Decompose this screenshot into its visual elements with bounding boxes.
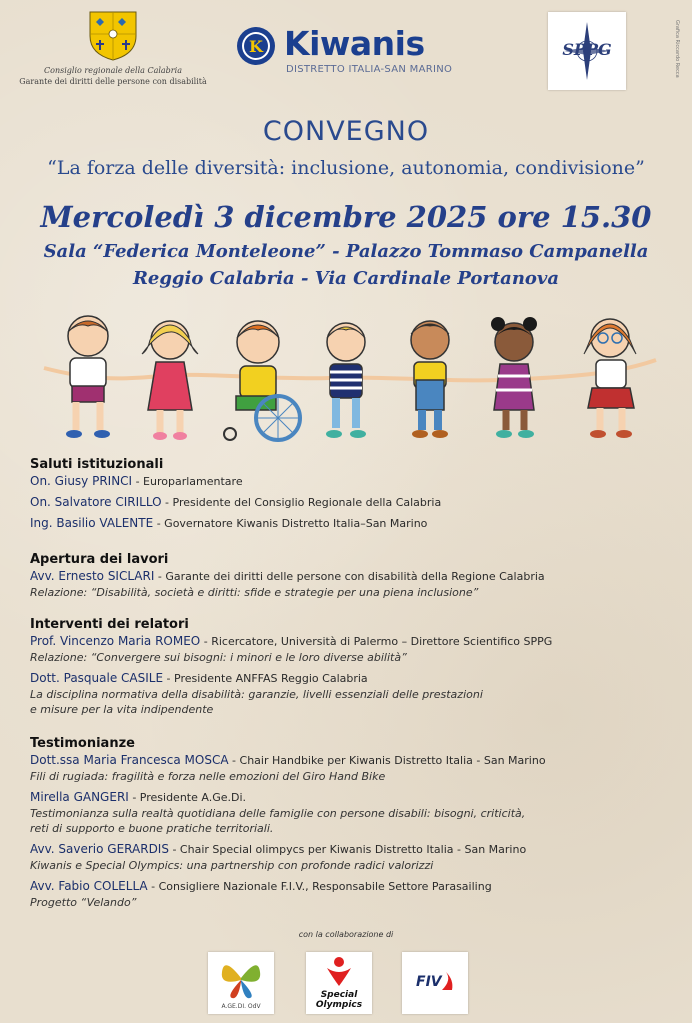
speaker-line	[30, 473, 670, 490]
kiwanis-name: Kiwanis	[284, 24, 425, 63]
agedi-logo	[208, 952, 274, 1014]
speaker-line	[30, 841, 670, 858]
child-5-figure	[411, 321, 449, 438]
speaker-name: Avv. Saverio GERARDIS	[30, 842, 169, 856]
child-1-figure	[66, 316, 110, 438]
speaker-line	[30, 633, 670, 650]
special-olympics-text: Special Olympics	[315, 990, 363, 1010]
sppg-logo	[548, 12, 626, 90]
talk-title-cont: reti di supporto e buone pratiche territoriali.	[30, 822, 274, 835]
speaker-role: - Chair Special olimpycs per Kiwanis Distretto Italia - San Marino	[168, 843, 527, 856]
fiv-text: FIV	[416, 974, 442, 990]
speaker-line	[30, 752, 670, 769]
talk-title: Fili di rugiada: fragilità e forza nelle emozioni del Giro Hand Bike	[30, 770, 386, 783]
talk-title: Relazione: “Disabilità, società e diritti: sfide e strategie per una piena inclusione”	[30, 586, 479, 599]
child-2-figure	[142, 321, 198, 440]
speaker-role: - Garante dei diritti delle persone con disabilità della Regione Calabria	[154, 570, 545, 583]
section-saluti	[30, 457, 670, 532]
section-heading: Apertura dei lavori	[30, 552, 169, 567]
collaboration-label: con la collaborazione di	[298, 930, 394, 939]
talk-title: Progetto “Velando”	[30, 896, 137, 909]
speaker-line	[30, 515, 670, 532]
talk-title: Kiwanis e Special Olympics: una partnership con profonde radici valorizzi	[30, 859, 434, 872]
speaker-name: Dott.ssa Maria Francesca MOSCA	[30, 753, 229, 767]
speaker-line	[30, 494, 670, 511]
section-testimonianze	[30, 736, 670, 910]
side-credit: Grafica Riccardo Recca	[674, 20, 680, 78]
speaker-name: Dott. Pasquale CASILE	[30, 671, 164, 685]
speaker-role: - Presidente ANFFAS Reggio Calabria	[163, 672, 368, 685]
event-subtitle: “La forza delle diversità: inclusione, autonomia, condivisione”	[47, 157, 645, 179]
speaker-name: Prof. Vincenzo Maria ROMEO	[30, 634, 201, 648]
speaker-name: Mirella GANGERI	[30, 790, 129, 804]
child-7-figure	[584, 319, 636, 438]
guarantor-title: Garante dei diritti delle persone con disabilità	[19, 77, 207, 86]
special-olympics-icon	[325, 956, 353, 988]
section-apertura	[30, 552, 670, 600]
sppg-text: SPPG	[562, 40, 612, 59]
speaker-role: - Governatore Kiwanis Distretto Italia–San Marino	[153, 517, 428, 530]
talk-title: Relazione: “Convergere sui bisogni: i minori e le loro diverse abilità”	[30, 651, 407, 664]
talk-title-cont: e misure per la vita indipendente	[30, 703, 214, 716]
talk-title: La disciplina normativa della disabilità: garanzie, livelli essenziali delle prestazioni	[30, 688, 483, 701]
butterfly-icon	[218, 956, 264, 1000]
child-4-figure	[326, 323, 366, 438]
agedi-text: A.GE.DI. OdV	[221, 1003, 261, 1010]
kiwanis-logo	[236, 24, 476, 84]
children-holding-hands-illustration	[30, 310, 670, 455]
speaker-name: On. Giusy PRINCI	[30, 474, 133, 488]
kiwanis-seal-icon	[236, 26, 276, 66]
fiv-logo	[402, 952, 468, 1014]
event-venue: Sala “Federica Monteleone” - Palazzo Tommaso Campanella	[43, 241, 649, 262]
child-3-wheelchair-figure	[224, 321, 300, 440]
speaker-line	[30, 670, 670, 687]
speaker-role: - Chair Handbike per Kiwanis Distretto Italia - San Marino	[228, 754, 546, 767]
speaker-role: - Consigliere Nazionale F.I.V., Responsabile Settore Parasailing	[147, 880, 492, 893]
speaker-line	[30, 789, 670, 806]
svg-text:K: K	[249, 37, 263, 56]
section-heading: Testimonianze	[30, 736, 135, 751]
speaker-role: - Presidente del Consiglio Regionale della Calabria	[161, 496, 442, 509]
speaker-name: Avv. Fabio COLELLA	[30, 879, 148, 893]
kiwanis-district: DISTRETTO ITALIA-SAN MARINO	[286, 64, 453, 75]
sail-icon	[440, 970, 454, 992]
speaker-line	[30, 878, 670, 895]
speaker-role: - Ricercatore, Università di Palermo – Direttore Scientifico SPPG	[200, 635, 553, 648]
event-date: Mercoledì 3 dicembre 2025 ore 15.30	[40, 200, 652, 234]
calabria-council-name: Consiglio regionale della Calabria	[44, 66, 182, 75]
speaker-name: On. Salvatore CIRILLO	[30, 495, 162, 509]
calabria-emblem-icon	[86, 6, 140, 62]
special-olympics-logo	[306, 952, 372, 1014]
calabria-logo	[18, 6, 208, 86]
speaker-name: Ing. Basilio VALENTE	[30, 516, 154, 530]
speaker-role: - Presidente A.Ge.Di.	[128, 791, 247, 804]
speaker-line	[30, 568, 670, 585]
event-type: CONVEGNO	[262, 116, 430, 147]
speaker-role: - Europarlamentare	[132, 475, 243, 488]
event-address: Reggio Calabria - Via Cardinale Portanova	[132, 268, 560, 289]
section-heading: Interventi dei relatori	[30, 617, 189, 632]
section-interventi	[30, 617, 670, 717]
section-heading: Saluti istituzionali	[30, 457, 164, 472]
speaker-name: Avv. Ernesto SICLARI	[30, 569, 155, 583]
child-6-figure	[491, 317, 537, 438]
talk-title: Testimonianza sulla realtà quotidiana delle famiglie con persone disabili: bisogni, criticità,	[30, 807, 526, 820]
